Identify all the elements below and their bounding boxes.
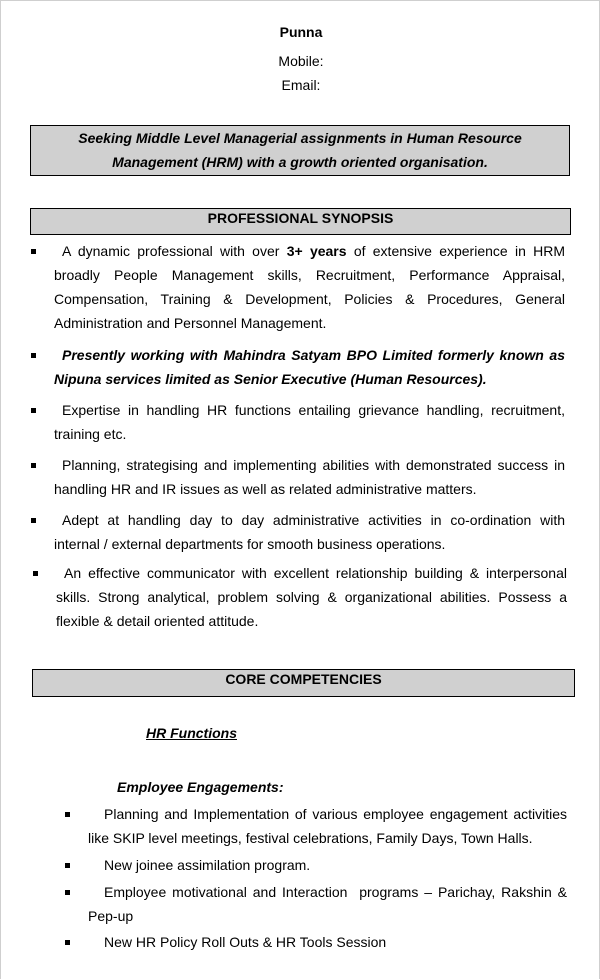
bullet-icon [31,249,36,254]
bullet-icon [65,863,70,868]
core-competencies-heading: CORE COMPETENCIES [32,669,575,697]
synopsis-text: Adept at handling day to day administrative activities in co-ordination with internal / external departments for smooth business operations. [54,512,565,552]
competency-text: New HR Policy Roll Outs & HR Tools Session [104,934,387,950]
synopsis-text [54,239,565,335]
competency-text: Employee motivational and Interaction programs – Parichay, Rakshin & Pep-up [88,884,571,924]
mobile-label: Mobile: [278,53,324,69]
objective-line-2: Management (HRM) with a growth oriented organisation. [112,154,488,170]
candidate-name: Punna [279,24,323,40]
hr-functions-heading: HR Functions [146,725,237,741]
synopsis-text: Expertise in handling HR functions entailing grievance handling, recruitment, training etc. [54,402,565,442]
email-label: Email: [281,77,321,93]
employee-engagements-heading: Employee Engagements: [117,779,284,795]
synopsis-text: An effective communicator with excellent relationship building & interpersonal skills. Strong analytical, problem solving & organizational abilities. Possess a flexible & detail oriented attitude. [56,565,567,629]
bullet-icon [65,812,70,817]
bullet-icon [31,408,36,413]
synopsis-text-part: of extensive experience in HRM broadly People Management skills, Recruitment, Performance Appraisal, Compensation, Training & Development, Policies & Procedures, General Administration and Personnel Management. [54,243,566,331]
objective-line-1: Seeking Middle Level Managerial assignments in Human Resource [78,130,522,146]
bullet-icon [31,353,36,358]
bullet-icon [31,518,36,523]
bullet-icon [31,463,36,468]
synopsis-text: Planning, strategising and implementing abilities with demonstrated success in handling HR and IR issues as well as related administrative matters. [54,457,565,497]
professional-synopsis-heading: PROFESSIONAL SYNOPSIS [30,208,571,235]
competency-text: Planning and Implementation of various employee engagement activities like SKIP level meetings, festival celebrations, Family Days, Town Halls. [88,806,567,846]
bullet-icon [33,571,38,576]
synopsis-bold-years: 3+ years [286,243,347,259]
synopsis-text-part: A dynamic professional with over [62,243,287,259]
synopsis-text: Presently working with Mahindra Satyam BPO Limited formerly known as Nipuna services limited as Senior Executive (Human Resources). [54,347,565,387]
bullet-icon [65,890,70,895]
objective-box [30,125,570,176]
competency-text: New joinee assimilation program. [104,857,311,873]
bullet-icon [65,940,70,945]
